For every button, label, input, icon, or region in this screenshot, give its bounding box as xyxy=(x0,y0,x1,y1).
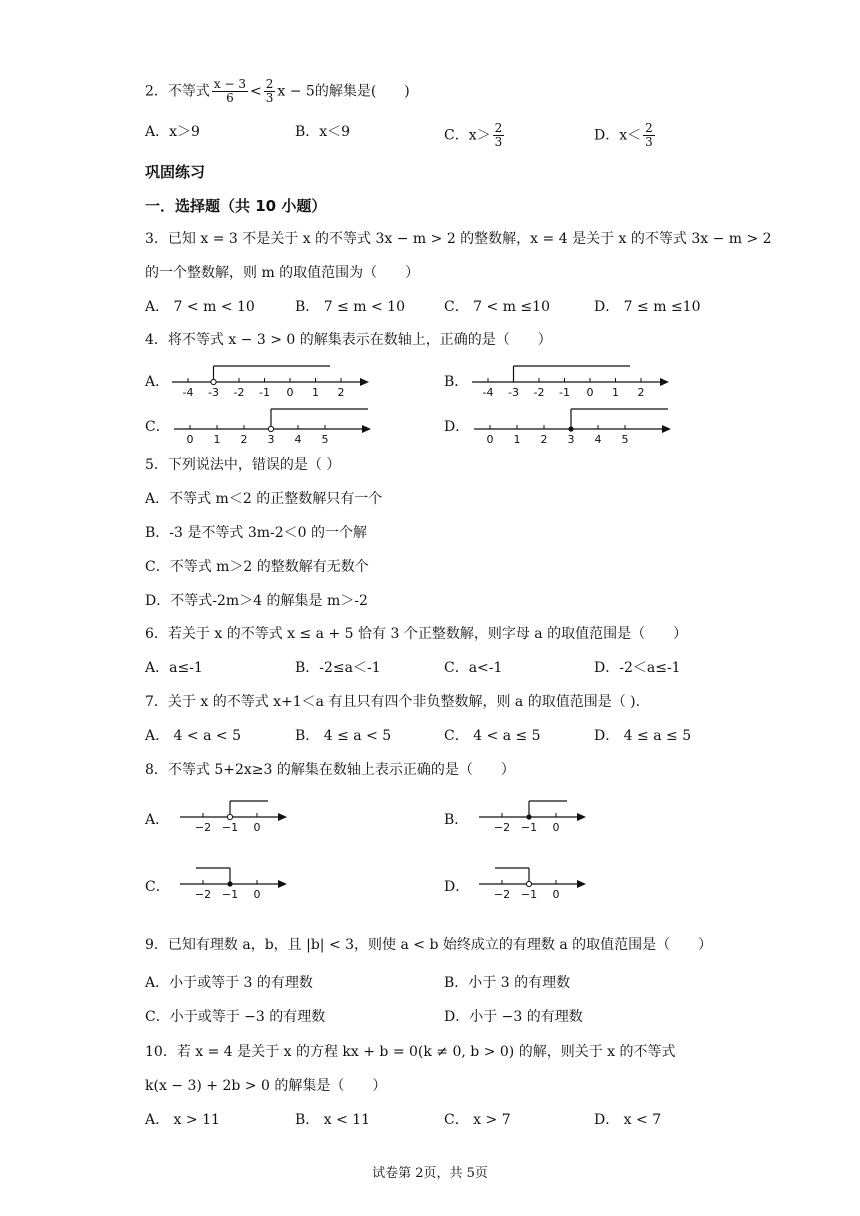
tick-label: -4 xyxy=(182,386,194,399)
tick-label: 0 xyxy=(552,821,560,834)
q6-option-c[interactable]: C．a<-1 xyxy=(444,660,503,676)
q9-stem: 9．已知有理数 a，b，且 |b| < 3，则使 a < b 始终成立的有理数 a 的取值范围是（ ） xyxy=(145,937,713,953)
arrow-head xyxy=(360,378,369,386)
q2-option-c[interactable] xyxy=(444,122,506,149)
q2-fraction-2 xyxy=(264,78,276,105)
q8-number-line-c xyxy=(178,862,288,907)
q3-option-d[interactable]: D． 7 ≤ m ≤10 xyxy=(594,299,701,315)
q3-option-b[interactable]: B． 7 ≤ m < 10 xyxy=(295,299,405,315)
arrow-head xyxy=(362,425,371,433)
q5-option-a[interactable]: A．不等式 m＜2 的正整数解只有一个 xyxy=(145,491,383,507)
q10-option-b[interactable]: B． x < 11 xyxy=(295,1112,371,1128)
q5-option-c[interactable]: C．不等式 m＞2 的整数解有无数个 xyxy=(145,559,369,575)
tick-label: -4 xyxy=(482,386,494,399)
tick-label: 0 xyxy=(186,433,194,446)
tick-label: -1 xyxy=(259,386,270,399)
q10-option-c[interactable]: C． x > 7 xyxy=(444,1112,511,1128)
open-endpoint xyxy=(268,426,273,431)
filled-endpoint xyxy=(227,881,232,886)
tick-label: −2 xyxy=(493,888,511,901)
q3-stem-line2: 的一个整数解，则 m 的取值范围为（ ） xyxy=(145,265,420,281)
q5-option-b[interactable]: B．-3 是不等式 3m-2＜0 的一个解 xyxy=(145,525,368,541)
q8-number-line-b xyxy=(477,795,587,840)
open-endpoint xyxy=(526,881,531,886)
tick-label: 1 xyxy=(213,433,221,446)
q2-option-d[interactable] xyxy=(594,122,657,149)
tick-label: -3 xyxy=(208,386,219,399)
arrow-head xyxy=(278,813,287,821)
tick-label: -1 xyxy=(559,386,570,399)
arrow-head xyxy=(278,880,287,888)
tick-label: 3 xyxy=(267,433,275,446)
q2-fraction-1 xyxy=(212,78,248,105)
tick-label: −2 xyxy=(493,821,511,834)
tick-label: −1 xyxy=(520,888,538,901)
q6-stem: 6．若关于 x 的不等式 x ≤ a + 5 恰有 3 个正整数解，则字母 a 的取值范围是（ ） xyxy=(145,626,688,642)
q10-option-d[interactable]: D． x < 7 xyxy=(594,1112,662,1128)
q9-option-d[interactable]: D．小于 −3 的有理数 xyxy=(444,1009,583,1025)
q2-option-d-text: D．x＜ xyxy=(594,127,642,144)
tick-label: 0 xyxy=(486,433,494,446)
q2-option-c-denominator: 3 xyxy=(494,135,503,149)
tick-label: −1 xyxy=(221,821,239,834)
q2-stem xyxy=(145,78,410,105)
tick-label: −1 xyxy=(221,888,239,901)
q2-frac1-numerator: x − 3 xyxy=(213,77,247,91)
q5-option-d[interactable]: D．不等式-2m＞4 的解集是 m＞-2 xyxy=(145,593,368,609)
q8-label-c[interactable]: C． xyxy=(145,879,170,895)
arrow-head xyxy=(577,813,586,821)
q2-option-d-fraction xyxy=(643,122,655,149)
q8-stem: 8．不等式 5+2x≥3 的解集在数轴上表示正确的是（ ） xyxy=(145,762,515,778)
q2-frac2-denominator: 3 xyxy=(265,91,274,105)
filled-endpoint xyxy=(568,426,573,431)
q2-stem-suffix: x − 5的解集是( ) xyxy=(277,83,410,100)
arrow-head xyxy=(577,880,586,888)
tick-label: 4 xyxy=(294,433,302,446)
q2-option-d-denominator: 3 xyxy=(645,135,653,149)
q4-label-b[interactable]: B． xyxy=(444,374,469,390)
tick-label: 1 xyxy=(312,386,319,399)
q10-option-a[interactable]: A． x > 11 xyxy=(145,1112,220,1128)
tick-label: 1 xyxy=(612,386,619,399)
q3-stem-line1: 3．已知 x = 3 不是关于 x 的不等式 3x − m > 2 的整数解，x = 4 是关于 x 的不等式 3x − m > 2 xyxy=(145,231,772,247)
open-endpoint xyxy=(227,814,232,819)
tick-label: 5 xyxy=(621,433,629,446)
tick-label: 2 xyxy=(240,433,248,446)
q8-label-d[interactable]: D． xyxy=(444,879,470,895)
tick-label: 5 xyxy=(321,433,329,446)
q7-option-a[interactable]: A． 4 < a < 5 xyxy=(145,728,241,744)
q10-stem-line2: k(x − 3) + 2b > 0 的解集是（ ） xyxy=(145,1078,387,1094)
tick-label: 0 xyxy=(552,888,560,901)
tick-label: 3 xyxy=(567,433,575,446)
tick-label: −2 xyxy=(194,888,212,901)
q9-option-a[interactable]: A．小于或等于 3 的有理数 xyxy=(145,975,313,991)
open-endpoint xyxy=(211,379,216,384)
tick-label: 0 xyxy=(286,386,294,399)
tick-label: -3 xyxy=(508,386,519,399)
q2-option-c-fraction xyxy=(493,122,505,149)
q7-stem: 7．关于 x 的不等式 x+1＜a 有且只有四个非负整数解，则 a 的取值范围是（ ). xyxy=(145,694,641,710)
q2-frac2-numerator: 2 xyxy=(265,77,274,91)
q10-stem-line1: 10．若 x = 4 是关于 x 的方程 kx + b = 0(k ≠ 0, b > 0) 的解，则关于 x 的不等式 xyxy=(145,1044,676,1060)
tick-label: 0 xyxy=(253,888,261,901)
tick-label: 1 xyxy=(513,433,521,446)
q6-option-b[interactable]: B．-2≤a＜-1 xyxy=(295,660,381,676)
q3-option-c[interactable]: C． 7 < m ≤10 xyxy=(444,299,550,315)
filled-endpoint xyxy=(526,814,531,819)
q4-number-line-c xyxy=(172,405,372,445)
tick-label: −1 xyxy=(520,821,538,834)
q9-option-b[interactable]: B．小于 3 的有理数 xyxy=(444,975,571,991)
arrow-head xyxy=(660,378,669,386)
tick-label: -2 xyxy=(533,386,545,399)
q2-less-than: < xyxy=(250,83,262,100)
arrow-head xyxy=(662,425,671,433)
section-subheading: 一．选择题（共 10 小题） xyxy=(145,197,327,215)
tick-label: 2 xyxy=(637,386,645,399)
q2-option-b[interactable]: B．x＜9 xyxy=(295,124,351,140)
section-heading: 巩固练习 xyxy=(145,163,206,181)
tick-label: 0 xyxy=(253,821,261,834)
q4-stem: 4．将不等式 x − 3 > 0 的解集表示在数轴上，正确的是（ ） xyxy=(145,332,552,348)
q2-option-d-numerator: 2 xyxy=(645,121,653,135)
q6-option-d[interactable]: D．-2＜a≤-1 xyxy=(594,660,681,676)
tick-label: -2 xyxy=(233,386,245,399)
q9-option-c[interactable]: C．小于或等于 −3 的有理数 xyxy=(145,1009,326,1025)
q7-option-b[interactable]: B． 4 ≤ a < 5 xyxy=(295,728,392,744)
q8-label-b[interactable]: B． xyxy=(444,812,469,828)
q5-stem: 5．下列说法中，错误的是（ ） xyxy=(145,457,341,473)
q4-number-line-d xyxy=(472,405,672,445)
q3-option-a[interactable]: A． 7 < m < 10 xyxy=(145,299,255,315)
q2-option-a[interactable]: A．x＞9 xyxy=(145,124,200,140)
q4-label-c[interactable]: C． xyxy=(145,419,170,435)
tick-label: −2 xyxy=(194,821,212,834)
q8-label-a[interactable]: A． xyxy=(145,812,170,828)
q4-number-line-a xyxy=(170,362,370,402)
q8-number-line-a xyxy=(178,795,288,840)
page-footer: 试卷第 2页，共 5页 xyxy=(372,1166,488,1181)
q8-number-line-d xyxy=(477,862,587,907)
q7-option-d[interactable]: D． 4 ≤ a ≤ 5 xyxy=(594,728,692,744)
tick-label: 2 xyxy=(540,433,548,446)
q7-option-c[interactable]: C． 4 < a ≤ 5 xyxy=(444,728,541,744)
q6-option-a[interactable]: A．a≤-1 xyxy=(145,660,203,676)
q2-frac1-denominator: 6 xyxy=(226,91,234,105)
tick-label: 0 xyxy=(586,386,594,399)
q2-option-c-numerator: 2 xyxy=(494,121,503,135)
q4-number-line-b xyxy=(470,362,670,402)
q2-stem-prefix: 2．不等式 xyxy=(145,83,210,100)
q2-option-c-text: C．x＞ xyxy=(444,127,491,144)
tick-label: 4 xyxy=(594,433,602,446)
q4-label-d[interactable]: D． xyxy=(444,419,470,435)
q4-label-a[interactable]: A． xyxy=(145,374,170,390)
tick-label: 2 xyxy=(337,386,345,399)
